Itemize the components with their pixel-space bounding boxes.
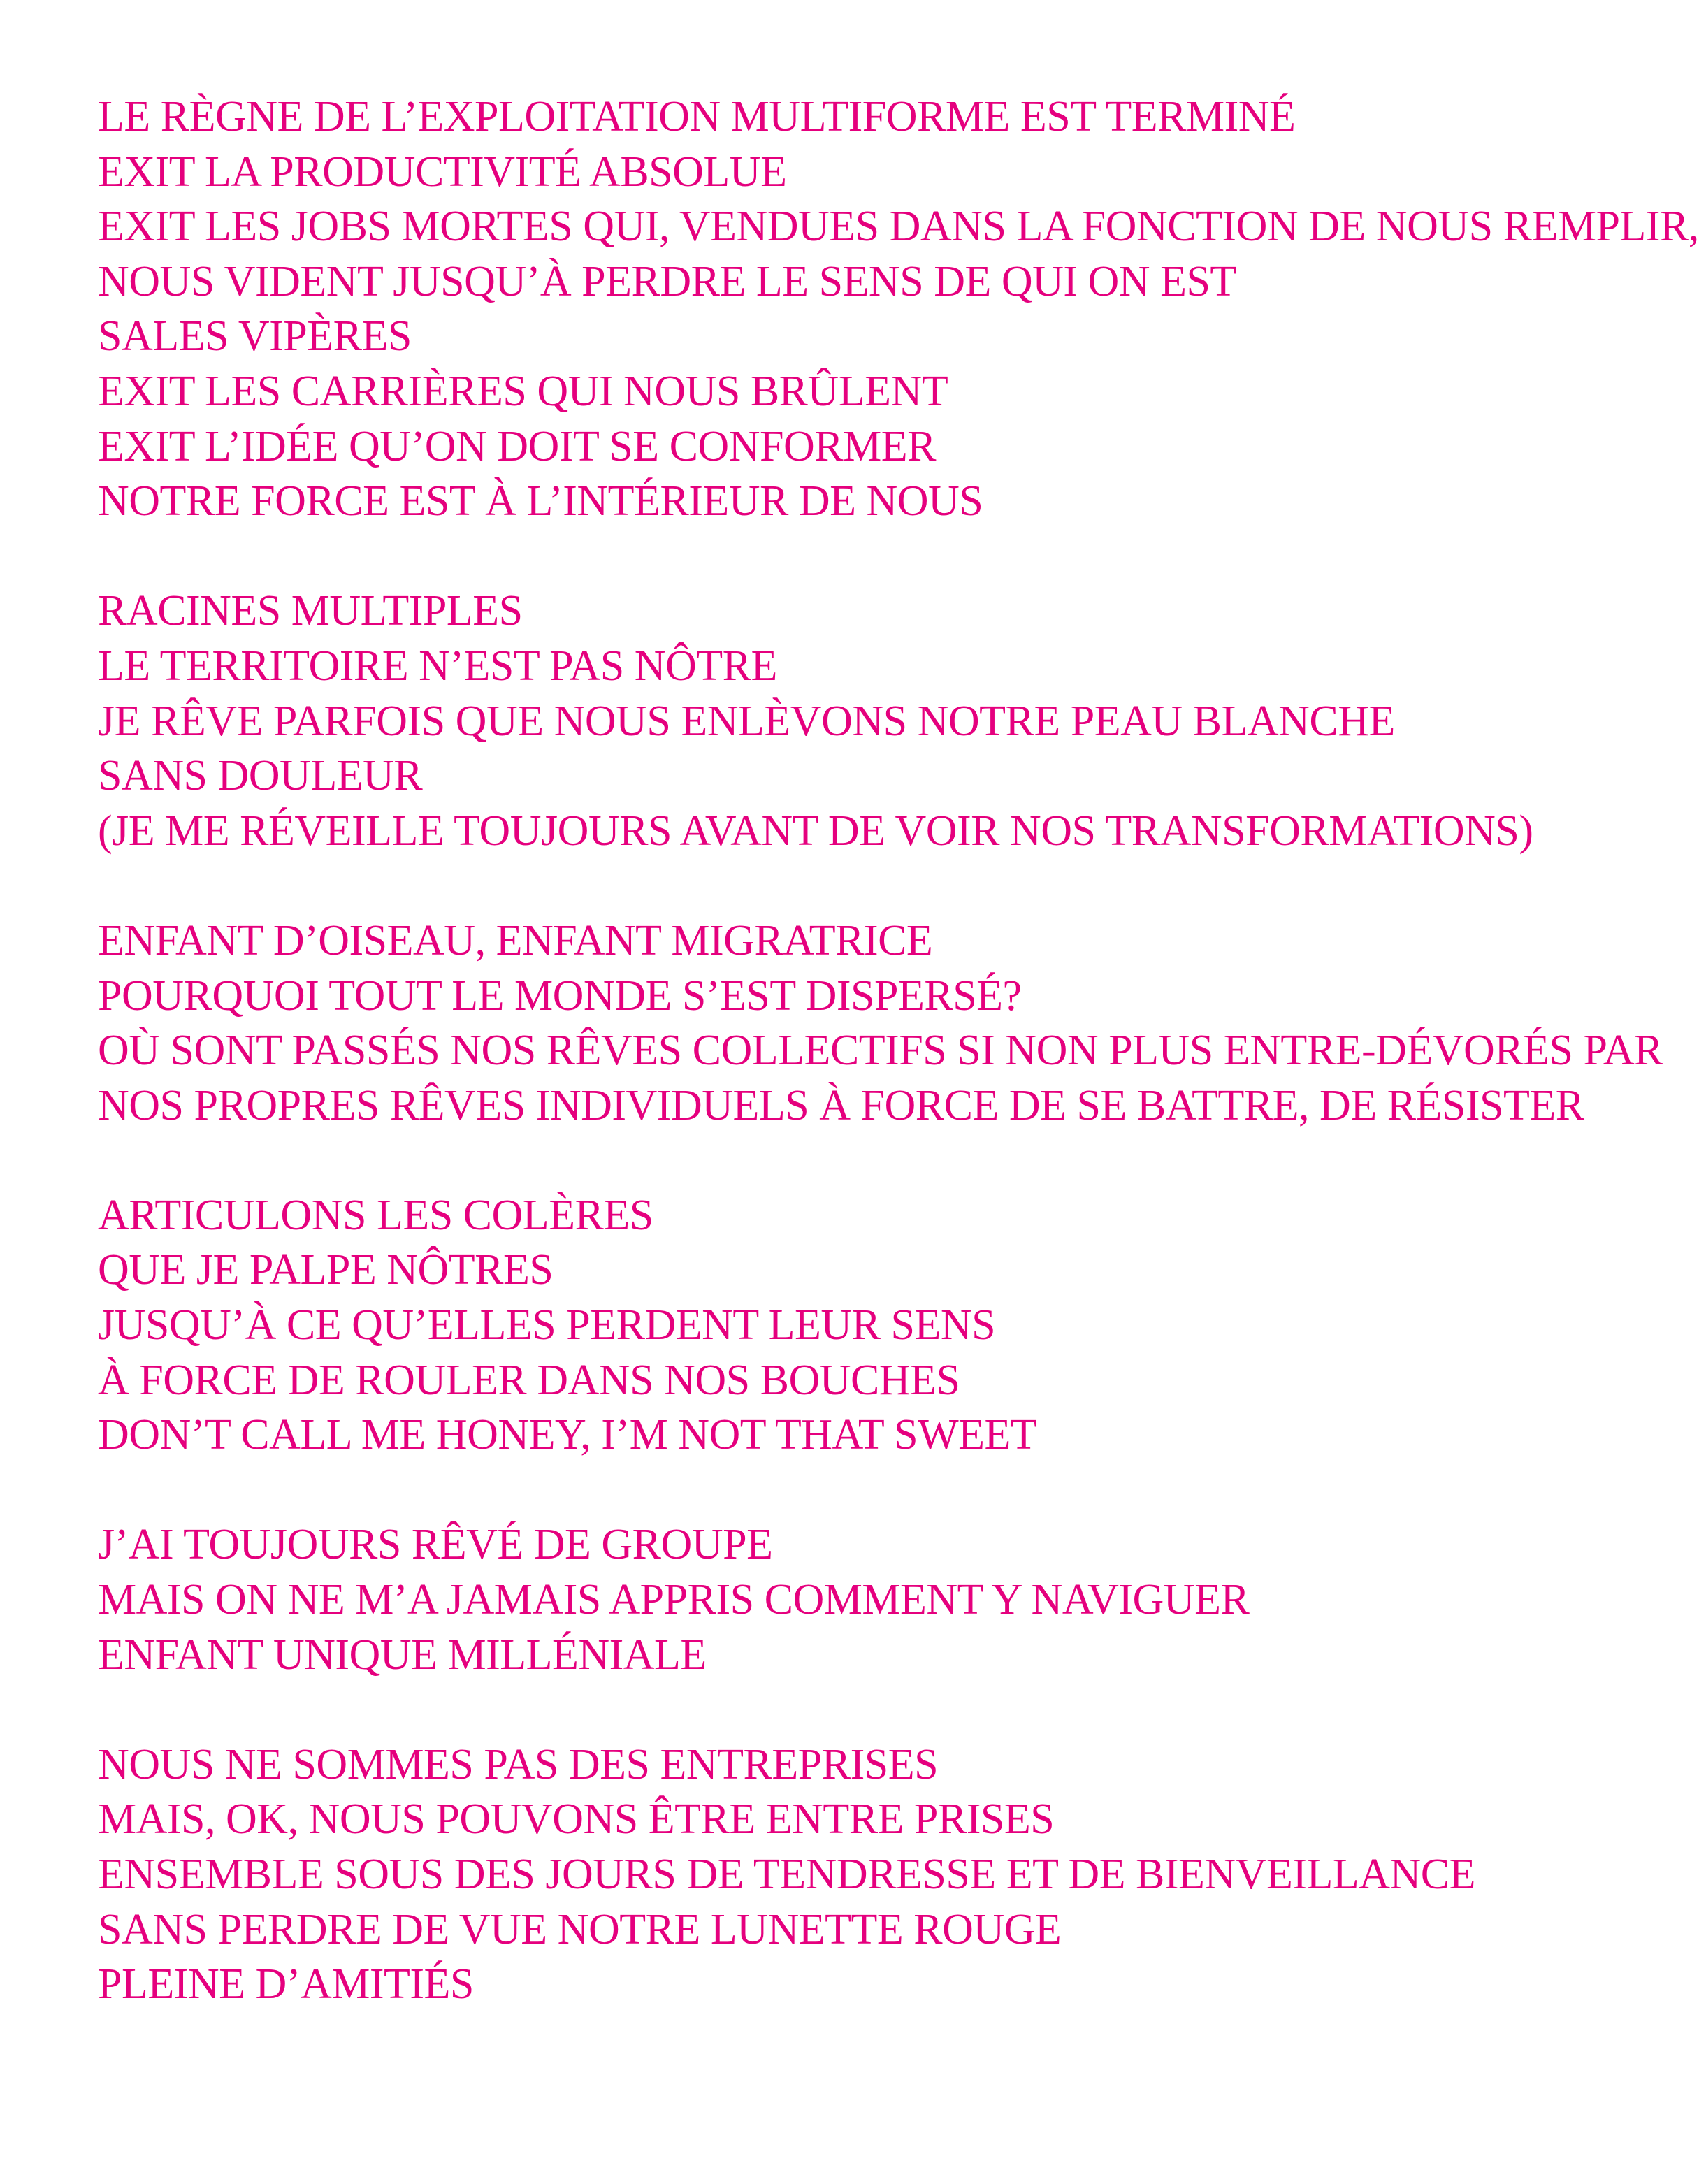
- poem-line: NOUS VIDENT JUSQU’À PERDRE LE SENS DE QUI ON EST: [98, 257, 1236, 305]
- stanza: [98, 89, 1699, 529]
- poem-line: LE RÈGNE DE L’EXPLOITATION MULTIFORME EST TERMINÉ: [98, 93, 1296, 140]
- poem-line: OÙ SONT PASSÉS NOS RÊVES COLLECTIFS SI NON PLUS ENTRE-DÉVORÉS PAR: [98, 1027, 1663, 1075]
- stanza: [98, 1188, 1635, 1463]
- poem-line: MAIS, OK, NOUS POUVONS ÊTRE ENTRE PRISES: [98, 1795, 1055, 1844]
- poem-line: LE TERRITOIRE N’EST PAS NÔTRE: [98, 642, 777, 690]
- poem-line: MAIS ON NE M’A JAMAIS APPRIS COMMENT Y NAVIGUER: [98, 1576, 1250, 1624]
- poem-line: ENFANT UNIQUE MILLÉNIALE: [98, 1630, 707, 1679]
- poem-line: J’AI TOUJOURS RÊVÉ DE GROUPE: [98, 1521, 773, 1569]
- poem-line: DON’T CALL ME HONEY, I’M NOT THAT SWEET: [98, 1411, 1037, 1459]
- poem-line: (JE ME RÉVEILLE TOUJOURS AVANT DE VOIR NOS TRANSFORMATIONS): [98, 807, 1533, 855]
- poem-line: SANS PERDRE DE VUE NOTRE LUNETTE ROUGE: [98, 1905, 1062, 1953]
- poem-line: EXIT L’IDÉE QU’ON DOIT SE CONFORMER: [98, 422, 936, 470]
- poem-line: EXIT LES CARRIÈRES QUI NOUS BRÛLENT: [98, 367, 948, 415]
- poem-line: NOTRE FORCE EST À L’INTÉRIEUR DE NOUS: [98, 477, 983, 526]
- poem-line: JE RÊVE PARFOIS QUE NOUS ENLÈVONS NOTRE PEAU BLANCHE: [98, 697, 1395, 745]
- poem-line: ENFANT D’OISEAU, ENFANT MIGRATRICE: [98, 916, 933, 964]
- poem-line: SALES VIPÈRES: [98, 312, 412, 361]
- poem-line: ENSEMBLE SOUS DES JOURS DE TENDRESSE ET DE BIENVEILLANCE: [98, 1851, 1475, 1898]
- poem-line: NOUS NE SOMMES PAS DES ENTREPRISES: [98, 1740, 939, 1788]
- poem-line: EXIT LES JOBS MORTES QUI, VENDUES DANS LA FONCTION DE NOUS REMPLIR,: [98, 203, 1699, 251]
- poem-line: NOS PROPRES RÊVES INDIVIDUELS À FORCE DE SE BATTRE, DE RÉSISTER: [98, 1081, 1584, 1129]
- poem-line: EXIT LA PRODUCTIVITÉ ABSOLUE: [98, 147, 787, 196]
- stanza: [98, 1737, 1635, 2012]
- stanza: [98, 1517, 1635, 1682]
- poem-line: QUE JE PALPE NÔTRES: [98, 1246, 554, 1294]
- poem-line: SANS DOULEUR: [98, 752, 423, 800]
- poem-line: PLEINE D’AMITIÉS: [98, 1960, 474, 2009]
- poem: [98, 89, 1699, 2067]
- poem-line: JUSQU’À CE QU’ELLES PERDENT LEUR SENS: [98, 1301, 996, 1350]
- poem-line: POURQUOI TOUT LE MONDE S’EST DISPERSÉ?: [98, 971, 1022, 1020]
- stanza: [98, 913, 1663, 1133]
- poem-line: ARTICULONS LES COLÈRES: [98, 1191, 653, 1239]
- poem-line: À FORCE DE ROULER DANS NOS BOUCHES: [98, 1356, 960, 1404]
- stanza: [98, 584, 1635, 858]
- poem-line: RACINES MULTIPLES: [98, 587, 523, 635]
